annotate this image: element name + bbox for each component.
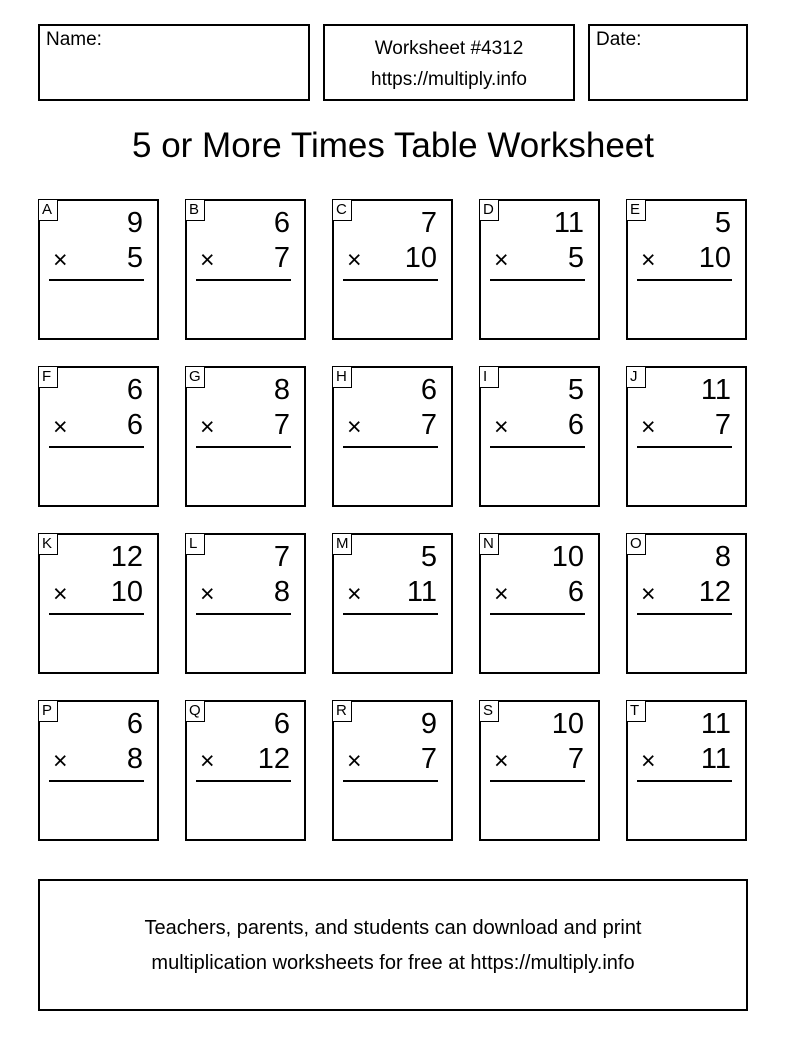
multiplier: 7: [420, 409, 437, 441]
multiply-sign: ×: [53, 413, 68, 441]
multiply-sign: ×: [494, 580, 509, 608]
worksheet-url: https://multiply.info: [371, 69, 527, 90]
multiplier: 12: [257, 743, 290, 775]
problem-card[interactable]: [332, 533, 453, 674]
worksheet-number: Worksheet #4312: [374, 38, 524, 59]
problem-card[interactable]: [38, 199, 159, 340]
problem-card[interactable]: [185, 199, 306, 340]
problem-card[interactable]: [332, 199, 453, 340]
problem-card[interactable]: [626, 366, 747, 507]
problem-letter: O: [626, 533, 646, 555]
answer-line: [637, 613, 732, 615]
answer-line: [490, 279, 585, 281]
multiply-sign: ×: [347, 246, 362, 274]
multiplier: 10: [404, 242, 437, 274]
footer-line-2: multiplication worksheets for free at https://multiply.info: [151, 952, 635, 974]
problem-letter: B: [185, 199, 205, 221]
multiplicand: 5: [714, 207, 731, 239]
problem-card[interactable]: [332, 366, 453, 507]
multiplier: 7: [420, 743, 437, 775]
multiplier: 7: [714, 409, 731, 441]
multiplier: 5: [567, 242, 584, 274]
multiplier: 7: [273, 242, 290, 274]
problem-card[interactable]: [626, 533, 747, 674]
multiplicand: 6: [420, 374, 437, 406]
problem-card[interactable]: [185, 533, 306, 674]
multiplicand: 9: [420, 708, 437, 740]
problem-letter: S: [479, 700, 499, 722]
multiply-sign: ×: [494, 747, 509, 775]
problem-card[interactable]: [38, 366, 159, 507]
multiplicand: 8: [714, 541, 731, 573]
multiplicand: 6: [126, 708, 143, 740]
answer-line: [490, 613, 585, 615]
answer-line: [490, 780, 585, 782]
problem-card[interactable]: [626, 700, 747, 841]
multiplier: 6: [567, 409, 584, 441]
problem-card[interactable]: [185, 700, 306, 841]
multiplicand: 9: [126, 207, 143, 239]
multiplicand: 11: [700, 708, 731, 740]
name-field[interactable]: [38, 24, 310, 101]
multiplier: 7: [567, 743, 584, 775]
multiplicand: 11: [700, 374, 731, 406]
multiply-sign: ×: [53, 246, 68, 274]
multiply-sign: ×: [494, 246, 509, 274]
multiplier: 12: [698, 576, 731, 608]
answer-line: [343, 780, 438, 782]
answer-line: [490, 446, 585, 448]
problem-card[interactable]: [38, 533, 159, 674]
answer-line: [343, 446, 438, 448]
multiplicand: 6: [273, 708, 290, 740]
problem-card[interactable]: [332, 700, 453, 841]
multiplicand: 6: [273, 207, 290, 239]
multiply-sign: ×: [53, 580, 68, 608]
multiplier: 8: [273, 576, 290, 608]
multiplicand: 5: [567, 374, 584, 406]
problem-card[interactable]: [479, 700, 600, 841]
answer-line: [49, 446, 144, 448]
multiply-sign: ×: [641, 747, 656, 775]
multiplier: 11: [700, 743, 731, 775]
problem-card[interactable]: [479, 199, 600, 340]
answer-line: [196, 279, 291, 281]
worksheet-info-box: [323, 24, 575, 101]
multiplicand: 7: [420, 207, 437, 239]
answer-line: [196, 613, 291, 615]
multiply-sign: ×: [347, 747, 362, 775]
problem-letter: C: [332, 199, 352, 221]
multiply-sign: ×: [200, 580, 215, 608]
multiplicand: 7: [273, 541, 290, 573]
problem-letter: H: [332, 366, 352, 388]
multiplicand: 12: [110, 541, 143, 573]
problem-letter: M: [332, 533, 352, 555]
multiplier: 5: [126, 242, 143, 274]
multiplier: 11: [406, 576, 437, 608]
multiply-sign: ×: [347, 580, 362, 608]
multiply-sign: ×: [641, 246, 656, 274]
multiplicand: 5: [420, 541, 437, 573]
multiplier: 6: [567, 576, 584, 608]
multiply-sign: ×: [347, 413, 362, 441]
multiplicand: 10: [551, 541, 584, 573]
answer-line: [637, 446, 732, 448]
problem-letter: T: [626, 700, 646, 722]
date-field[interactable]: [588, 24, 748, 101]
problem-letter: L: [185, 533, 205, 555]
problem-letter: R: [332, 700, 352, 722]
footer-line-1: Teachers, parents, and students can download and print: [144, 917, 642, 939]
problem-letter: I: [479, 366, 499, 388]
multiplier: 10: [110, 576, 143, 608]
problem-letter: A: [38, 199, 58, 221]
multiply-sign: ×: [641, 580, 656, 608]
problem-card[interactable]: [479, 366, 600, 507]
problem-card[interactable]: [479, 533, 600, 674]
multiplicand: 11: [553, 207, 584, 239]
problem-card[interactable]: [38, 700, 159, 841]
multiplier: 6: [126, 409, 143, 441]
problem-card[interactable]: [626, 199, 747, 340]
answer-line: [49, 780, 144, 782]
answer-line: [49, 279, 144, 281]
problem-letter: P: [38, 700, 58, 722]
multiply-sign: ×: [200, 747, 215, 775]
multiplier: 10: [698, 242, 731, 274]
name-label: Name:: [46, 29, 102, 50]
answer-line: [196, 780, 291, 782]
multiply-sign: ×: [641, 413, 656, 441]
multiply-sign: ×: [200, 246, 215, 274]
page-title: 5 or More Times Table Worksheet: [132, 126, 654, 165]
multiplier: 7: [273, 409, 290, 441]
answer-line: [49, 613, 144, 615]
problem-letter: Q: [185, 700, 205, 722]
problem-letter: F: [38, 366, 58, 388]
problem-letter: N: [479, 533, 499, 555]
problem-letter: G: [185, 366, 205, 388]
footer-note: [38, 879, 748, 1011]
multiply-sign: ×: [200, 413, 215, 441]
answer-line: [196, 446, 291, 448]
problem-letter: K: [38, 533, 58, 555]
multiplicand: 10: [551, 708, 584, 740]
answer-line: [343, 279, 438, 281]
multiplicand: 6: [126, 374, 143, 406]
multiply-sign: ×: [53, 747, 68, 775]
multiply-sign: ×: [494, 413, 509, 441]
problem-letter: D: [479, 199, 499, 221]
answer-line: [343, 613, 438, 615]
problem-card[interactable]: [185, 366, 306, 507]
multiplier: 8: [126, 743, 143, 775]
answer-line: [637, 780, 732, 782]
multiplicand: 8: [273, 374, 290, 406]
problem-letter: E: [626, 199, 646, 221]
date-label: Date:: [596, 29, 642, 50]
answer-line: [637, 279, 732, 281]
problem-letter: J: [626, 366, 646, 388]
